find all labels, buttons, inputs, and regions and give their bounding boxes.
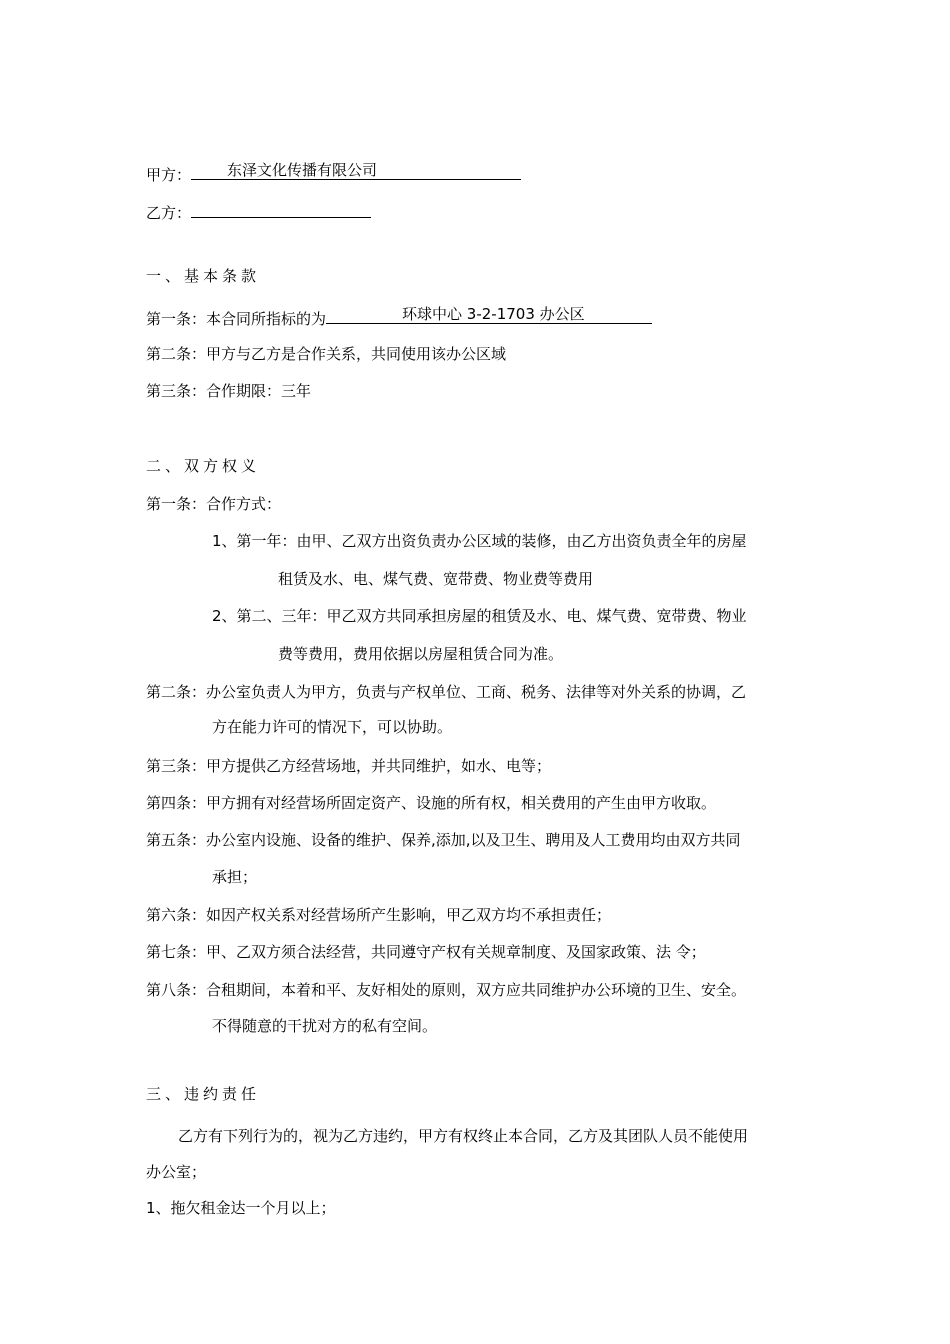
s2-article7: 第七条：甲、乙双方须合法经营，共同遵守产权有关规章制度、及国家政策、法 令；	[146, 943, 706, 961]
s2-article2-line1: 第二条：办公室负责人为甲方，负责与产权单位、工商、税务、法律等对外关系的协调，乙	[146, 683, 747, 701]
s1-article1	[146, 306, 652, 329]
party-a-line	[146, 162, 521, 185]
s2-article5-line1: 第五条：办公室内设施、设备的维护、保养,添加,以及卫生、聘用及人工费用均由双方共同	[146, 831, 741, 849]
s2-article1: 第一条：合作方式：	[146, 495, 282, 513]
s2-article6: 第六条：如因产权关系对经营场所产生影响，甲乙双方均不承担责任；	[146, 906, 612, 924]
s2-a1-item2-line2: 费等费用，费用依据以房屋租赁合同为准。	[278, 645, 564, 663]
s2-article8-line1: 第八条：合租期间，本着和平、友好相处的原则，双方应共同维护办公环境的卫生、安全。	[146, 981, 747, 999]
s2-article2-line2: 方在能力许可的情况下，可以协助。	[212, 718, 453, 736]
s2-a1-item2-line1: 2、第二、三年：甲乙双方共同承担房屋的租赁及水、电、煤气费、宽带费、物业	[212, 607, 747, 625]
s2-article4: 第四条：甲方拥有对经营场所固定资产、设施的所有权，相关费用的产生由甲方收取。	[146, 794, 717, 812]
s1-article2: 第二条：甲方与乙方是合作关系，共同使用该办公区域	[146, 345, 507, 363]
section3-title: 三、违约责任	[146, 1085, 261, 1103]
s1-article1-prefix: 第一条：本合同所指标的为	[146, 310, 327, 328]
section2-title: 二、双方权义	[146, 457, 261, 475]
s1-article1-field	[326, 306, 652, 324]
s2-a1-item1-line2: 租赁及水、电、煤气费、宽带费、物业费等费用	[278, 570, 594, 588]
s2-a1-item1-line1: 1、第一年：由甲、乙双方出资负责办公区域的装修，由乙方出资负责全年的房屋	[212, 532, 747, 550]
s2-article5-line2: 承担；	[212, 868, 258, 886]
section1-title: 一、基本条款	[146, 267, 261, 285]
s1-article3: 第三条：合作期限：三年	[146, 382, 312, 400]
s3-intro-line1: 乙方有下列行为的，视为乙方违约，甲方有权终止本合同，乙方及其团队人员不能使用	[178, 1127, 749, 1145]
party-a-value: 东泽文化传播有限公司	[227, 161, 378, 179]
s2-article8-line2: 不得随意的干扰对方的私有空间。	[212, 1017, 438, 1035]
party-a-label: 甲方：	[146, 166, 192, 184]
s1-article1-value: 环球中心 3-2-1703 办公区	[402, 305, 585, 323]
s3-intro-line2: 办公室；	[146, 1163, 207, 1181]
s3-item1: 1、拖欠租金达一个月以上；	[146, 1199, 336, 1217]
party-b-field	[191, 200, 371, 218]
party-b-label: 乙方：	[146, 204, 192, 222]
s2-article3: 第三条：甲方提供乙方经营场地，并共同维护，如水、电等；	[146, 757, 552, 775]
party-a-field	[191, 162, 521, 180]
party-b-line	[146, 200, 371, 223]
